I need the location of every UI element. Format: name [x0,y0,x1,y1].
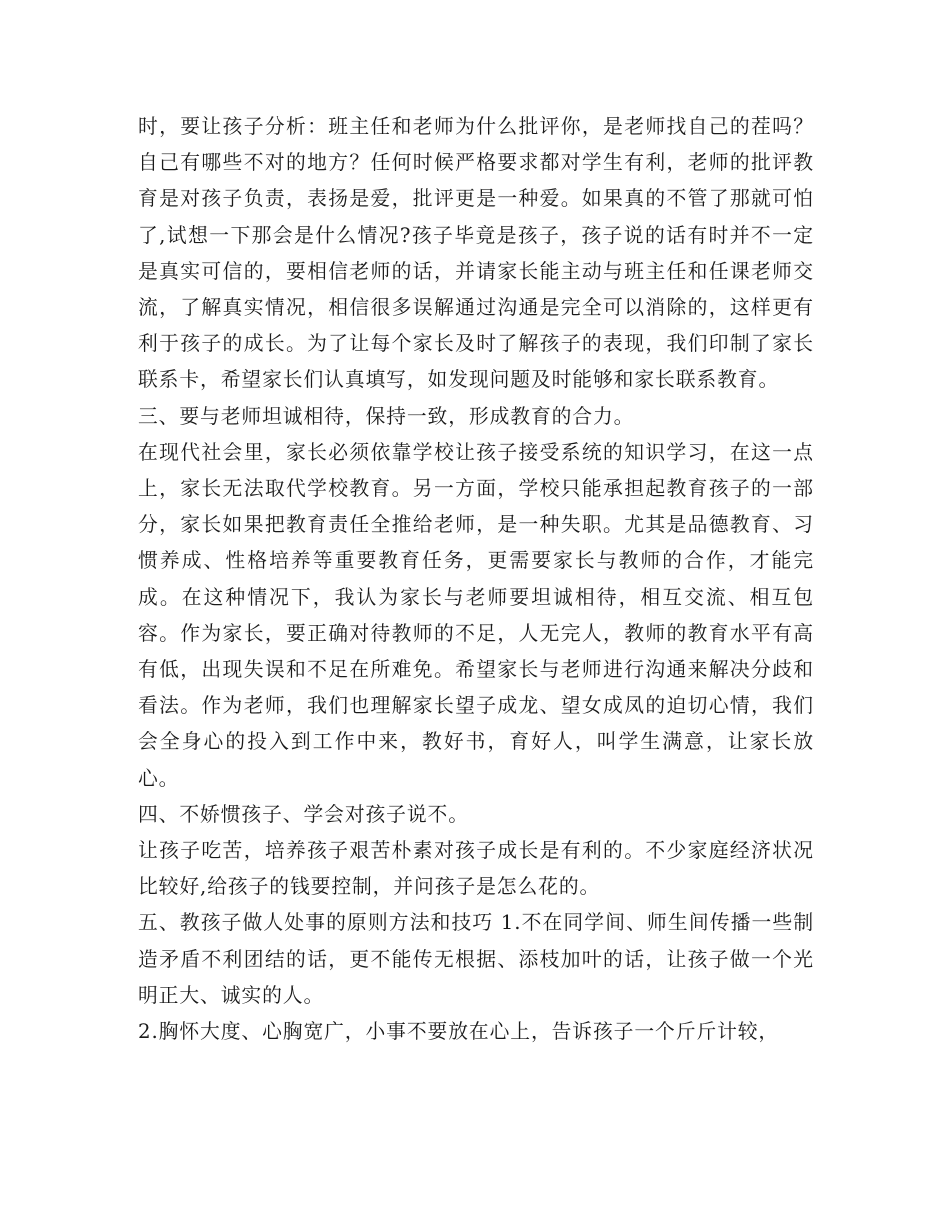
heading-section-three: 三、要与老师坦诚相待，保持一致，形成教育的合力。 [138,404,635,428]
paragraph-section-four: 让孩子吃苦，培养孩子艰苦朴素对孩子成长是有利的。不少家庭经济状况比较好,给孩子的钱要控制，并问孩子是怎么花的。 [138,839,814,899]
paragraph-section-five: 五、教孩子做人处事的原则方法和技巧 1.不在同学间、师生间传播一些制造矛盾不利团结的话，更不能传无根据、添枝加叶的话，让孩子做一个光明正大、诚实的人。 [138,911,814,1007]
paragraph-item-two: 2.胸怀大度、心胸宽广，小事不要放在心上，告诉孩子一个斤斤计较， [138,1020,780,1044]
paragraph-section-three: 在现代社会里，家长必须依靠学校让孩子接受系统的知识学习，在这一点上，家长无法取代学校教育。另一方面，学校只能承担起教育孩子的一部分，家长如果把教育责任全推给老师，是一种失职。尤其是品德教育、习惯养成、性格培养等重要教育任务，更需要家长与教师的合作，才能完成。在这种情况下，我认为家长与老师要坦诚相待，相互交流、相互包容。作为家长，要正确对待教师的不足，人无完人，教师的教育水平有高有低，出现失误和不足在所难免。希望家长与老师进行沟通来解决分歧和看法。作为老师，我们也理解家长望子成龙、望女成凤的迫切心情，我们会全身心的投入到工作中来，教好书，育好人，叫学生满意，让家长放心。 [138,440,814,790]
heading-section-four: 四、不娇惯孩子、学会对孩子说不。 [138,802,469,826]
document-body [138,109,814,1050]
paragraph-continuation: 时，要让孩子分析：班主任和老师为什么批评你，是老师找自己的茬吗？自己有哪些不对的地方？任何时候严格要求都对学生有利，老师的批评教育是对孩子负责，表扬是爱，批评更是一种爱。如果真的不管了那就可怕了,试想一下那会是什么情况?孩子毕竟是孩子，孩子说的话有时并不一定是真实可信的，要相信老师的话，并请家长能主动与班主任和任课老师交流，了解真实情况，相信很多误解通过沟通是完全可以消除的，这样更有利于孩子的成长。为了让每个家长及时了解孩子的表现，我们印制了家长联系卡，希望家长们认真填写，如发现问题及时能够和家长联系教育。 [138,115,814,392]
